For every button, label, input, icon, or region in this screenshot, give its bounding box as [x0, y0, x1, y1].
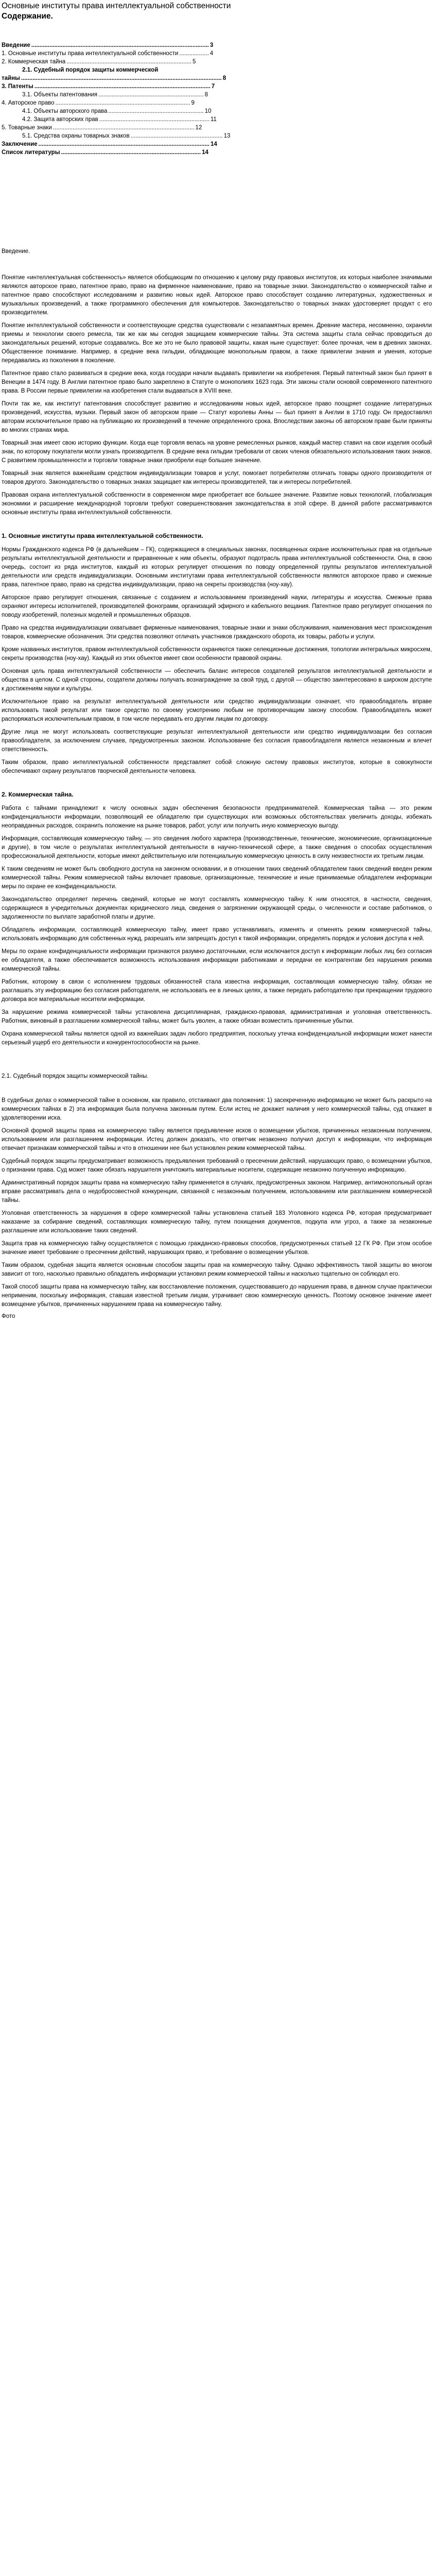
toc-leader-dots: ........................................................................................................ — [38, 141, 210, 147]
toc-leader-dots: ...................................................................................... — [53, 125, 195, 131]
toc-leader-dots: ............................................................................ — [66, 59, 192, 65]
toc-page-number: 10 — [204, 108, 212, 114]
section-2-paragraph: Охрана коммерческой тайны является одной из важнейших задач любого предприятия, поскольку утечка конфиденциальной информации может нанести серьезный ущерб его деятельности и конкурентоспособности на рынке. — [2, 1031, 432, 1046]
intro-heading: Введение. — [2, 248, 30, 255]
section-1-paragraph: Нормы Гражданского кодекса РФ (в дальнейшем – ГК), содержащиеся в специальных законах, посвященных охране исключительных прав на отдельные результаты интеллектуальной деятельности и приравненные к ним объекты, образуют подотрасль права интеллектуальной собственности. Она, в свою очередь, состоит из ряда институтов, каждый из которых регулирует отношения по поводу определенной группы результатов интеллектуальной деятельности или средств индивидуализации. Основными институтами права интеллектуальной собственности являются авторское право и смежные права, патентное право, право на средства индивидуализации, право на секреты производства (ноу-хау). — [2, 547, 432, 588]
section-2-1-paragraph: Основной формой защиты права на коммерческую тайну является предъявление исков о возмещении убытков, причиненных незаконным получением, использованием или разглашением информации. Истец должен доказать, что ответчик незаконно получил доступ к информации, что информация отвечает признакам коммерческой тайны и что в отношении нее был установлен режим коммерческой тайны. — [2, 1128, 432, 1151]
section-2-1-paragraph: Административный порядок защиты права на коммерческую тайну применяется в случаях, предусмотренных законом. Например, антимонопольный орган вправе рассматривать дела о недобросовестной конкуренции, связанной с незаконным получением, использованием или разглашением коммерческой тайны. — [2, 1180, 432, 1204]
intro-paragraph: Понятие интеллектуальной собственности и соответствующие средства существовали с незапамятных времен. Древние мастера, несомненно, охраняли приемы и технологии своего ремесла, так же как мы сегодня защищаем коммерческие тайны. Эта система защиты стала сейчас проводиться до законодательных решений, которые создавались. Все же это не было правовой защиты, какая ныне существует: более прочная, чем в древних законах. Общественное понимание. Например, в средние века гильдии, обладающие монопольным правом, а также привилегии знания и умения, которые передавались из поколения в поколение. — [2, 323, 432, 364]
toc-entry-label: Заключение — [2, 141, 38, 147]
page-end-label: Фото — [2, 1313, 15, 1319]
section-2-1-body — [2, 1096, 432, 1309]
section-1-paragraph: Основная цель права интеллектуальной собственности — обеспечить баланс интересов создателей результатов интеллектуальной деятельности и общества в целом. С одной стороны, создатели должны получать вознаграждение за свой труд, с другой — общество заинтересовано в широком доступе к достижениям науки и культуры. — [2, 668, 432, 692]
toc-entry[interactable] — [2, 115, 432, 124]
section-2-1-paragraph: Защита прав на коммерческую тайну осуществляется с помощью гражданско-правовых способов, предусмотренных статьей 12 ГК РФ. При этом особое значение имеет требование о пресечении действий, нарушающих право, и требование о возмещении убытков. — [2, 1241, 432, 1256]
toc-entry-label: 4.1. Объекты авторского права — [22, 108, 108, 114]
document-title: Основные институты права интеллектуальной собственности — [2, 2, 231, 10]
intro-paragraph: Товарный знак является важнейшим средством индивидуализации товаров и услуг, помогает потребителям отличать товары одного производителя от товаров другого. Законодательство о товарных знаках защищает как интересы производителей, так и интересы потребителей. — [2, 470, 432, 485]
toc-leader-dots: ................................................................... — [99, 116, 210, 123]
section-2-paragraph: Обладатель информации, составляющей коммерческую тайну, имеет право устанавливать, изменять и отменять режим коммерческой тайны, использовать информацию для собственных нужд, разрешать или запрещать доступ к такой информации, определять порядок и условия доступа к ней. — [2, 927, 432, 942]
section-1-paragraph: Кроме названных институтов, правом интеллектуальной собственности охраняются также селекционные достижения, топологии интегральных микросхем, секреты производства (ноу-хау). Каждый из этих объектов имеет свои особенности правовой охраны. — [2, 647, 432, 662]
toc-entry[interactable] — [2, 124, 432, 132]
toc-entry-label: 2.1. Судебный порядок защиты коммерческой — [22, 67, 159, 73]
toc-leader-dots: ........................................................................................................... — [34, 83, 211, 90]
toc-leader-dots: ..................................................................................... — [61, 149, 201, 156]
toc-page-number: 14 — [202, 149, 208, 156]
toc-entry-label: 5.1. Средства охраны товарных знаков — [22, 133, 130, 139]
toc-entry[interactable] — [2, 66, 432, 74]
toc-leader-dots: ........................................................ — [130, 133, 223, 139]
section-2-1-paragraph: Судебный порядок защиты предусматривает возможность предъявления требований о пресечении действий, нарушающих право, о возмещении убытков, о признании права. Суд может также обязать нарушителя уничтожить материальные носители, содержащие незаконно полученную информацию. — [2, 1158, 432, 1173]
section-1-paragraph: Авторское право регулирует отношения, связанные с созданием и использованием произведений науки, литературы и искусства. Смежные права охраняют интересы исполнителей, производителей фонограмм, организаций эфирного и кабельного вещания. Патентное право регулирует отношения по поводу изобретений, полезных моделей и промышленных образцов. — [2, 595, 432, 618]
toc-entry[interactable] — [2, 74, 432, 82]
toc-entry-label: 5. Товарные знаки — [2, 125, 52, 131]
toc-page-number: 4 — [210, 50, 214, 57]
toc-page-number: 9 — [191, 100, 195, 106]
toc-page-number: 8 — [204, 92, 208, 98]
toc-leader-dots: .......................................................... — [108, 108, 204, 114]
toc-entry[interactable] — [2, 82, 432, 91]
section-2-paragraph: За нарушение режима коммерческой тайны установлена дисциплинарная, гражданско-правовая, административная и уголовная ответственность. Работник, виновный в разглашении коммерческой тайны, может быть уволен, а также обязан возместить причиненные убытки. — [2, 1009, 432, 1024]
toc-entry-label: 4. Авторское право — [2, 100, 55, 106]
toc-entry[interactable] — [2, 41, 432, 49]
document — [2, 0, 432, 1319]
toc-page-number: 14 — [210, 141, 217, 147]
toc-page-number: 13 — [223, 133, 231, 139]
section-2-paragraph: К таким сведениям не может быть свободного доступа на законном основании, и в отношении таких сведений обладателем таких сведений введен режим коммерческой тайны. Режим коммерческой тайны включает правовые, организационные, технические и иные принимаемые обладателем информации меры по охране ее конфиденциальности. — [2, 866, 432, 890]
section-2-1-paragraph: В судебных делах о коммерческой тайне в основном, как правило, отстаивают два положения: 1) засекреченную информацию не может быть раскрыто на коммерческих тайнах в 2) эта информация была получена законным путем. Если истец не докажет наличия у него коммерческой тайны, суд откажет в удовлетворении иска. — [2, 1097, 432, 1121]
toc-leader-dots: .......................................................................................................................... — [21, 75, 222, 81]
section-2-paragraph: Работник, которому в связи с исполнением трудовых обязанностей стала известна информация, составляющая коммерческую тайну, обязан не разглашать эту информацию без согласия работодателя, не использовать ее в личных целях, а также передать работодателю при прекращении трудового договора все материальные носители информации. — [2, 979, 432, 1003]
table-of-contents — [2, 41, 432, 157]
blank-gap — [2, 157, 432, 247]
section-1-paragraph: Другие лица не могут использовать соответствующие результат интеллектуальной деятельности или средство индивидуализации без согласия правообладателя, за исключением случаев, предусмотренных законом. Использование без согласия правообладателя является незаконным и влечет ответственность. — [2, 729, 432, 753]
intro-paragraph: Понятие «интеллектуальная собственность» является обобщающим по отношению к целому ряду правовых институтов, их которых наиболее значимыми являются авторское право, патентное право, право на фирменное наименование, право на товарные знаки. Законодательство о коммерческой тайне и патентное право способствуют исследованиям и развитию новых идей. Авторское право способствует созданию литературных, художественных и музыкальных произведений, а также программного обеспечения для компьютеров. Законодательство о товарных знаках удостоверяет продукт с его производителем. — [2, 275, 432, 316]
section-2-paragraph: Меры по охране конфиденциальности информации признаются разумно достаточными, если исключается доступ к информации любых лиц без согласия ее обладателя, а также обеспечивается возможность использования информации работниками и передачи ее контрагентам без нарушения режима коммерческой тайны. — [2, 948, 432, 972]
intro-paragraph: Патентное право стало развиваться в средние века, когда государи начали выдавать привилегии на изобретения. Первый патентный закон был принят в Венеции в 1474 году. В Англии патентное право было закреплено в Статуте о монополиях 1623 года. Эти законы стали основой современного патентного права. В России первые привилегии на изобретения стали выдаваться в XVIII веке. — [2, 370, 432, 394]
toc-page-number: 7 — [211, 83, 215, 90]
toc-entry[interactable] — [2, 107, 432, 115]
toc-leader-dots: .................. — [179, 50, 209, 57]
intro-paragraph: Правовая охрана интеллектуальной собственности в современном мире приобретает все большее значение. Развитие новых технологий, глобализация экономики и расширение международной торговли требуют совершенствования законодательства в этой сфере. В данной работе рассматриваются основные институты права интеллектуальной собственности. — [2, 492, 432, 516]
toc-page-number: 12 — [195, 125, 202, 131]
section-1-paragraph: Исключительное право на результат интеллектуальной деятельности или средство индивидуализации означает, что правообладатель вправе использовать такой результат или такое средство по своему усмотрению любым не противоречащим закону способом. Правообладатель может распоряжаться исключительным правом, в том числе передавать его другим лицам по договору. — [2, 699, 432, 722]
section-2-paragraph: Информация, составляющая коммерческую тайну, — это сведения любого характера (производственные, технические, экономические, организационные и другие), в том числе о результатах интеллектуальной деятельности в научно-технической сфере, а также сведения о способах осуществления профессиональной деятельности, которые имеют действительную или потенциальную коммерческую ценность в силу неизвестности их третьим лицам. — [2, 836, 432, 859]
section-2-1-paragraph: Уголовная ответственность за нарушения в сфере коммерческой тайны установлена статьей 183 Уголовного кодекса РФ, которая предусматривает наказание за собирание сведений, составляющих коммерческую тайну, путем похищения документов, подкупа или угроз, а также за незаконные разглашение или использование таких сведений. — [2, 1210, 432, 1234]
section-2-1-paragraph: Таким образом, судебная защита является основным способом защиты прав на коммерческую тайну. Однако эффективность такой защиты во многом зависит от того, насколько правильно обладатель информации установил режим коммерческой тайны и насколько тщательно он соблюдал его. — [2, 1262, 432, 1277]
toc-entry[interactable] — [2, 148, 432, 157]
section-2-title: 2. Коммерческая тайна. — [2, 791, 74, 798]
section-2-1-title: 2.1. Судебный порядок защиты коммерческой тайны. — [2, 1073, 149, 1079]
intro-body — [2, 274, 432, 517]
intro-paragraph: Почти так же, как институт патентования способствует развитию и исследованиям новых идей, авторское право поощряет создание литературных произведений, искусства, музыки. Первый закон об авторском праве — Статут королевы Анны — был принят в Англии в 1710 году. Он предоставлял авторам исключительное право на публикацию их произведений в течение определенного срока. Впоследствии законы об авторском праве были приняты во многих странах мира. — [2, 401, 432, 433]
toc-entry-label: тайны — [2, 75, 20, 81]
section-2-paragraph: Законодательство определяет перечень сведений, которые не могут составлять коммерческую тайну. К ним относятся, в частности, сведения, содержащиеся в учредительных документах юридического лица, сведения о загрязнении окружающей среды, о численности и составе работников, о задолженности по выплате заработной платы и другие. — [2, 896, 432, 920]
section-2-paragraph: Работа с тайнами принадлежит к числу основных задач обеспечения безопасности предпринимателей. Коммерческая тайна — это режим конфиденциальности информации, позволяющий ее обладателю при существующих или возможных обстоятельствах увеличить доходы, избежать неоправданных расходов, сохранить положение на рынке товаров, работ, услуг или получить иную коммерческую выгоду. — [2, 805, 432, 829]
toc-page-number: 11 — [210, 116, 217, 123]
toc-entry-label: 3. Патенты — [2, 83, 33, 90]
toc-entry[interactable] — [2, 132, 432, 140]
toc-page-number: 5 — [193, 59, 196, 65]
section-1-title: 1. Основные институты права интеллектуальной собственности. — [2, 532, 203, 539]
section-2-body — [2, 804, 432, 1047]
toc-entry-label: Введение — [2, 42, 30, 48]
section-1-body — [2, 546, 432, 776]
toc-entry-label: Список литературы — [2, 149, 60, 156]
section-1-paragraph: Таким образом, право интеллектуальной собственности представляет собой сложную систему правовых институтов, которые в совокупности обеспечивают охрану результатов творческой деятельности человека. — [2, 759, 432, 774]
toc-entry[interactable] — [2, 91, 432, 99]
toc-entry[interactable] — [2, 49, 432, 58]
toc-leader-dots: .................................................................................. — [55, 100, 190, 106]
toc-entry-label: 1. Основные институты права интеллектуальной собственности — [2, 50, 179, 57]
toc-entry-label: 2. Коммерческая тайна — [2, 59, 66, 65]
toc-entry[interactable] — [2, 58, 432, 66]
toc-entry-label: 3.1. Объекты патентования — [22, 92, 98, 98]
toc-entry[interactable] — [2, 99, 432, 107]
intro-paragraph: Товарный знак имеет свою историю функции. Когда еще торговля велась на уровне ремесленных рынков, каждый мастер ставил на свои изделия особый знак, по которому покупатели могли узнать производителя. В средние века гильдии требовали от своих членов обязательного использования таких знаков. С развитием промышленности и торговли товарные знаки приобрели еще большее значение. — [2, 440, 432, 464]
toc-entry[interactable] — [2, 140, 432, 148]
toc-leader-dots: ................................................................ — [98, 92, 204, 98]
toc-page-number: 3 — [210, 42, 214, 48]
toc-entry-label: 4.2. Защита авторских прав — [22, 116, 98, 123]
toc-leader-dots: ............................................................................................................ — [31, 42, 209, 48]
section-2-1-paragraph: Такой способ защиты права на коммерческую тайну, как восстановление положения, существовавшего до нарушения права, в данном случае практически неприменим, поскольку информация, ставшая известной третьим лицам, утрачивает свою коммерческую ценность. Поэтому основное значение имеет возмещение убытков, причиненных нарушением права на коммерческую тайну. — [2, 1284, 432, 1308]
toc-page-number: 8 — [222, 75, 226, 81]
section-1-paragraph: Право на средства индивидуализации охватывает фирменные наименования, товарные знаки и знаки обслуживания, наименования мест происхождения товаров, коммерческие обозначения. Эти средства позволяют отличать участников гражданского оборота, их товары, работы и услуги. — [2, 625, 432, 640]
toc-heading: Содержание. — [2, 12, 53, 21]
